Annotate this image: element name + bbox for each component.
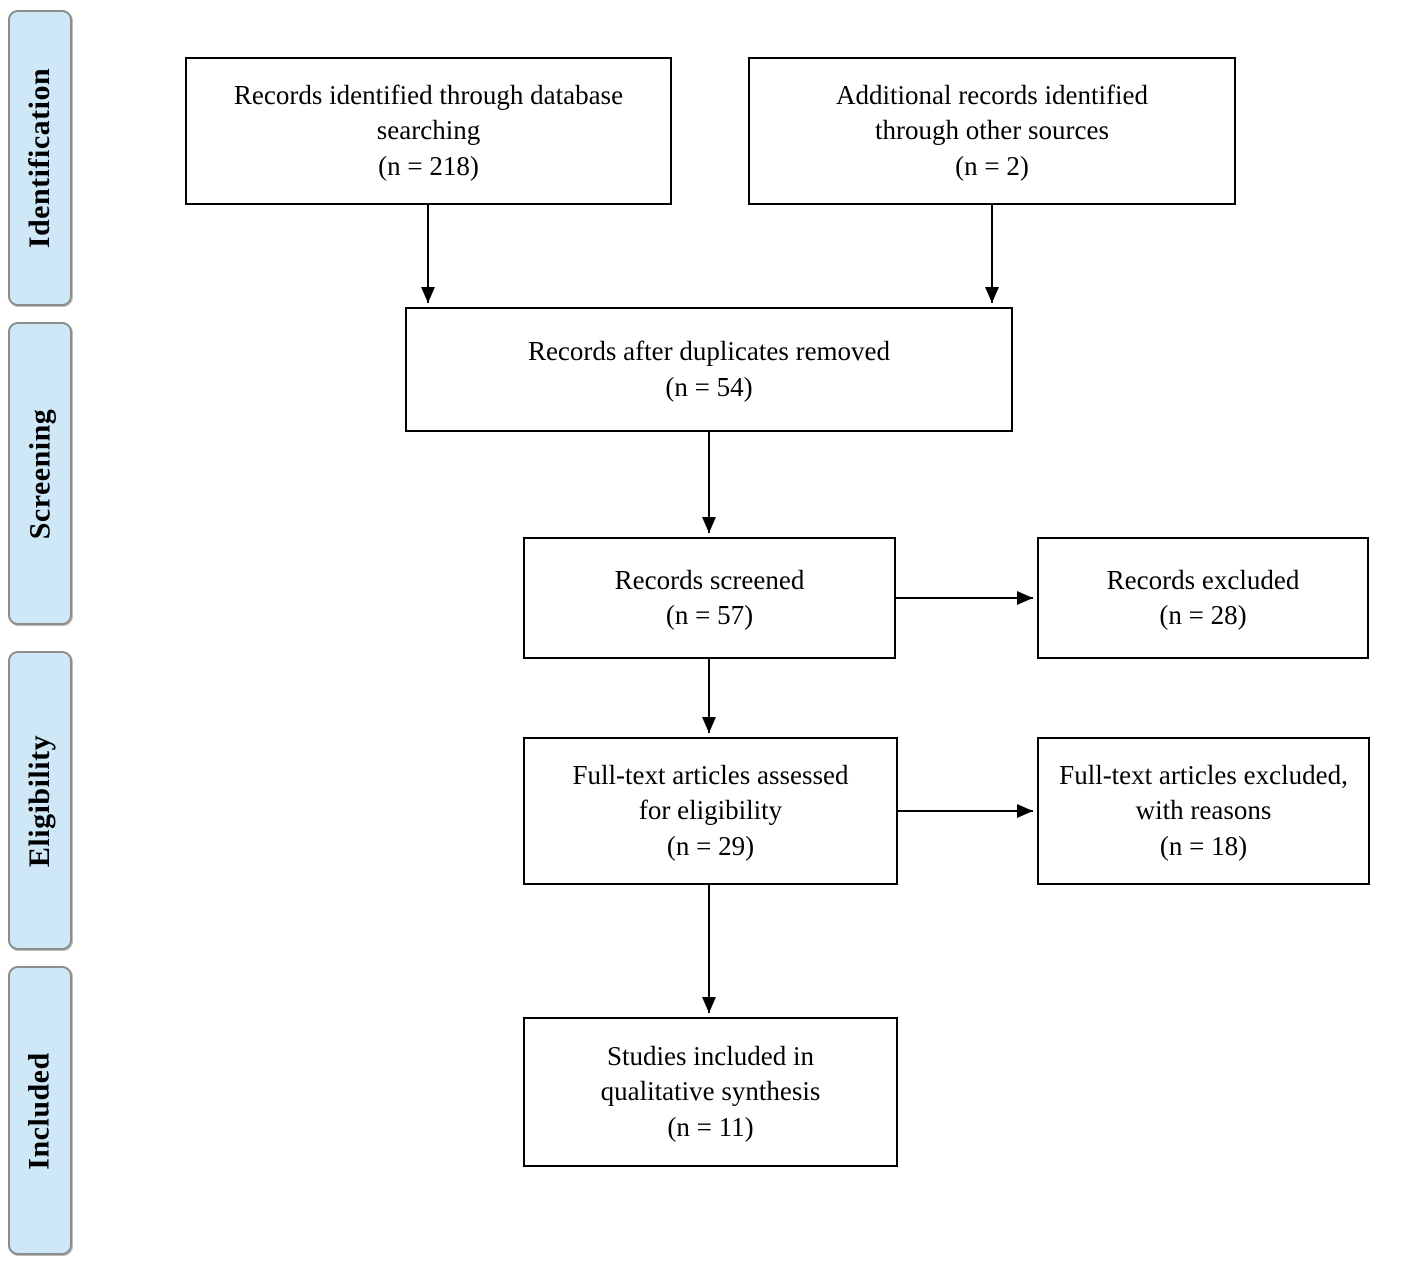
node-text-line: Full-text articles assessed: [572, 760, 849, 791]
node-text-line: Records screened: [614, 564, 805, 595]
node-text-line: with reasons: [1135, 795, 1272, 826]
node-text-line: searching: [376, 115, 481, 146]
node-text-line: Records identified through database: [233, 80, 624, 111]
node-text-line: for eligibility: [638, 795, 783, 826]
node-studies-included-qualitative: [523, 1017, 898, 1167]
node-fulltext-assessed-eligibility: [523, 737, 898, 885]
node-count: (n = 28): [1159, 600, 1247, 630]
node-count: (n = 2): [955, 150, 1029, 181]
phase-label-eligibility: [8, 651, 72, 950]
node-text-line: Records after duplicates removed: [527, 336, 891, 367]
phase-label-text: Identification: [23, 67, 56, 249]
node-text-line: through other sources: [875, 115, 1109, 146]
node-count: (n = 218): [378, 150, 479, 181]
phase-label-text: Screening: [23, 408, 57, 539]
phase-label-screening: [8, 322, 72, 625]
node-records-excluded: [1037, 537, 1369, 659]
node-text-line: qualitative synthesis: [600, 1076, 821, 1107]
node-additional-records-other-sources: [748, 57, 1236, 205]
node-text-line: Full-text articles excluded,: [1059, 760, 1348, 791]
node-count: (n = 29): [666, 830, 755, 861]
node-records-after-duplicates-removed: [405, 307, 1013, 432]
phase-label-text: Included: [23, 1051, 57, 1170]
node-text-line: Records excluded: [1106, 564, 1300, 595]
node-count: (n = 11): [667, 1111, 754, 1142]
node-fulltext-excluded-with-reasons: [1037, 737, 1370, 885]
node-count: (n = 18): [1159, 830, 1248, 861]
phase-label-included: [8, 966, 72, 1255]
node-text-line: Studies included in: [607, 1041, 814, 1072]
node-records-screened: [523, 537, 896, 659]
phase-label-text: Eligibility: [23, 734, 57, 867]
node-text-line: Additional records identified: [836, 80, 1148, 111]
phase-label-identification: [8, 10, 72, 306]
node-records-identified-database: [185, 57, 672, 205]
node-count: (n = 54): [665, 371, 753, 402]
node-count: (n = 57): [665, 600, 754, 630]
